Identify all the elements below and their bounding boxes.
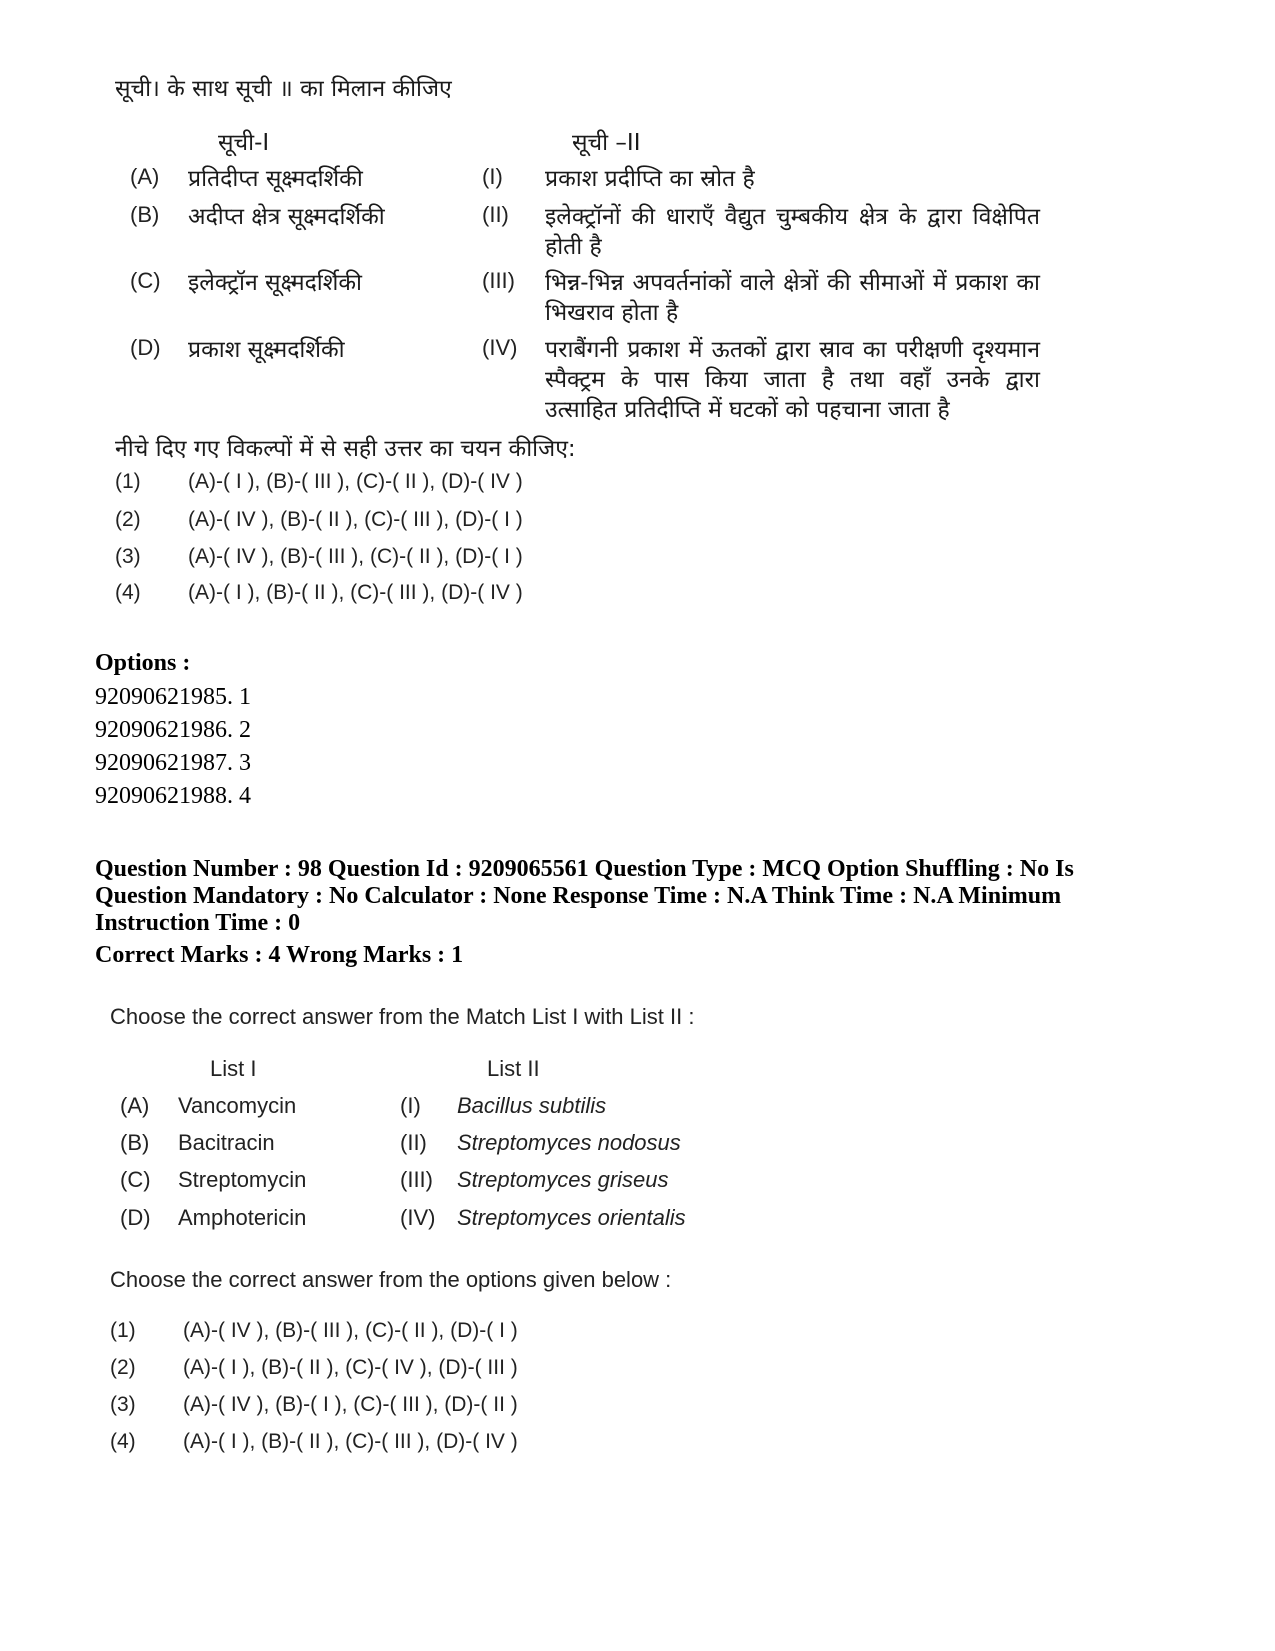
- q1-row-description: पराबैंगनी प्रकाश में ऊतकों द्वारा स्राव का परीक्षणी दृश्यमान स्पैक्ट्रम के पास किया जाता है तथा वहाँ उनके द्वारा उत्साहित प्रतिदीप्ति में घटकों को पहचाना जाता है: [545, 337, 1040, 423]
- q2-row-numeral: (I): [400, 1093, 421, 1118]
- option-id-item: 92090621987. 3: [95, 750, 251, 776]
- q2-match-row: [0, 1167, 1275, 1197]
- q2-answer-number: (4): [110, 1430, 136, 1453]
- q2-row-item: Streptomycin: [178, 1167, 307, 1192]
- q1-row-description: इलेक्ट्रॉनों की धाराएँ वैद्युत चुम्बकीय क्षेत्र के द्वारा विक्षेपित होती है: [545, 204, 1040, 260]
- q2-answer-text: (A)-( IV ), (B)-( I ), (C)-( III ), (D)-( II ): [183, 1393, 518, 1416]
- q2-intro: Choose the correct answer from the Match List I with List II :: [110, 1004, 695, 1029]
- q2-row-label: (D): [120, 1205, 151, 1230]
- q2-answer-number: (3): [110, 1393, 136, 1416]
- q2-choose-instruction: Choose the correct answer from the options given below :: [110, 1267, 672, 1292]
- option-id-item: 92090621985. 1: [95, 684, 251, 710]
- q1-answer-text: (A)-( IV ), (B)-( II ), (C)-( III ), (D)-( I ): [188, 508, 523, 531]
- q1-intro: सूची। के साथ सूची ॥ का मिलान कीजिए: [115, 76, 452, 102]
- q2-match-row: [0, 1130, 1275, 1160]
- q1-row-item: अदीप्त क्षेत्र सूक्ष्मदर्शिकी: [188, 204, 385, 230]
- q1-row-numeral: (IV): [482, 335, 518, 360]
- options-heading: Options :: [95, 650, 191, 676]
- q1-row-description: प्रकाश प्रदीप्ति का स्रोत है: [545, 166, 755, 192]
- q1-row-item: प्रकाश सूक्ष्मदर्शिकी: [188, 337, 345, 363]
- q1-answer-number: (3): [115, 545, 141, 568]
- q2-row-organism: Streptomyces nodosus: [457, 1130, 681, 1155]
- q2-row-numeral: (IV): [400, 1205, 436, 1230]
- q2-row-organism: Bacillus subtilis: [457, 1093, 607, 1118]
- q1-row-label: (D): [130, 335, 161, 360]
- q1-list1-header: सूची-I: [218, 130, 270, 156]
- q1-row-numeral: (I): [482, 164, 503, 189]
- q2-row-item: Vancomycin: [178, 1093, 297, 1118]
- q1-answer-text: (A)-( I ), (B)-( II ), (C)-( III ), (D)-( IV ): [188, 581, 523, 604]
- q2-row-numeral: (II): [400, 1130, 427, 1155]
- q1-row-label: (B): [130, 202, 160, 227]
- q1-row-item: प्रतिदीप्त सूक्ष्मदर्शिकी: [188, 166, 363, 192]
- q2-row-label: (C): [120, 1167, 151, 1192]
- q1-row-item: इलेक्ट्रॉन सूक्ष्मदर्शिकी: [188, 270, 363, 296]
- q1-answer-text: (A)-( IV ), (B)-( III ), (C)-( II ), (D)-( I ): [188, 545, 523, 568]
- q2-row-organism: Streptomyces orientalis: [457, 1205, 686, 1230]
- q2-match-row: [0, 1093, 1275, 1123]
- q2-row-item: Bacitracin: [178, 1130, 275, 1155]
- q1-row-label: (C): [130, 268, 161, 293]
- q2-match-row: [0, 1205, 1275, 1235]
- q2-answer-text: (A)-( IV ), (B)-( III ), (C)-( II ), (D)-( I ): [183, 1319, 518, 1342]
- q2-list2-header: List II: [487, 1056, 540, 1081]
- q1-row-description: भिन्न-भिन्न अपवर्तनांकों वाले क्षेत्रों की सीमाओं में प्रकाश का भिखराव होता है: [545, 270, 1040, 326]
- q1-answer-text: (A)-( I ), (B)-( III ), (C)-( II ), (D)-( IV ): [188, 470, 523, 493]
- q1-answer-number: (2): [115, 508, 141, 531]
- q2-answer-text: (A)-( I ), (B)-( II ), (C)-( III ), (D)-( IV ): [183, 1430, 518, 1453]
- marks-line: Correct Marks : 4 Wrong Marks : 1: [95, 942, 464, 968]
- q2-answer-number: (1): [110, 1319, 136, 1342]
- q1-row-numeral: (II): [482, 202, 509, 227]
- q2-row-label: (B): [120, 1130, 150, 1155]
- q2-answer-text: (A)-( I ), (B)-( II ), (C)-( IV ), (D)-( III ): [183, 1356, 518, 1379]
- q2-row-label: (A): [120, 1093, 150, 1118]
- q2-row-numeral: (III): [400, 1167, 433, 1192]
- q2-list1-header: List I: [210, 1056, 257, 1081]
- option-id-item: 92090621986. 2: [95, 717, 251, 743]
- q1-answer-number: (1): [115, 470, 141, 493]
- question-meta-line: Instruction Time : 0: [95, 910, 301, 936]
- option-id-item: 92090621988. 4: [95, 783, 251, 809]
- q1-row-label: (A): [130, 164, 160, 189]
- q2-row-organism: Streptomyces griseus: [457, 1167, 669, 1192]
- q2-row-item: Amphotericin: [178, 1205, 307, 1230]
- question-meta-line: Question Mandatory : No Calculator : None Response Time : N.A Think Time : N.A Minimum: [95, 883, 1062, 909]
- q1-choose-instruction: नीचे दिए गए विकल्पों में से सही उत्तर का चयन कीजिए:: [115, 436, 576, 462]
- q1-list2-header: सूची –II: [572, 130, 641, 156]
- q2-answer-number: (2): [110, 1356, 136, 1379]
- q1-row-numeral: (III): [482, 268, 515, 293]
- question-meta-line: Question Number : 98 Question Id : 9209065561 Question Type : MCQ Option Shuffling : No Is: [95, 856, 1074, 882]
- q1-answer-number: (4): [115, 581, 141, 604]
